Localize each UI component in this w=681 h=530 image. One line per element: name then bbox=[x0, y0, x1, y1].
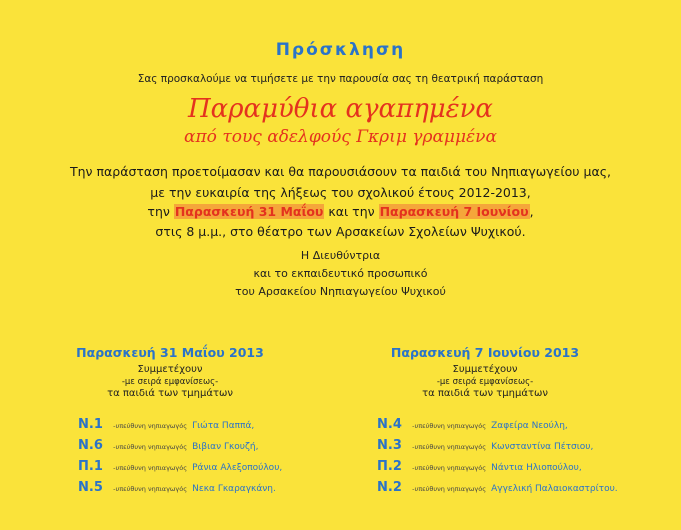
column-classes-label: τα παιδιά των τμημάτων bbox=[107, 388, 233, 399]
teacher-label: -υπεύθυνη νηπιαγωγός bbox=[113, 422, 188, 430]
highlight-date-1: Παρασκευή 31 Μαΐου bbox=[174, 204, 324, 219]
signature-line-3: του Αρσακείου Νηπιαγωγείου Ψυχικού bbox=[235, 285, 446, 298]
teacher-name: Ζαφείρα Νεούλη, bbox=[491, 421, 568, 431]
schedule-column-2 bbox=[365, 345, 618, 496]
highlight-date-2: Παρασκευή 7 Ιουνίου bbox=[379, 204, 529, 219]
teacher-label: -υπεύθυνη νηπιαγωγός bbox=[412, 422, 487, 430]
body-line-3 bbox=[0, 204, 681, 219]
body-line-1: Την παράσταση προετοίμασαν και θα παρουσιάσουν τα παιδιά του Νηπιαγωγείου μας, bbox=[69, 164, 611, 179]
teacher-name: Βιβιαν Γκουζή, bbox=[192, 442, 259, 452]
class-code: Ν.5 bbox=[78, 480, 103, 495]
class-code: Ν.2 bbox=[377, 480, 402, 495]
teacher-name: Γιώτα Παππά, bbox=[192, 421, 255, 431]
teacher-label: -υπεύθυνη νηπιαγωγός bbox=[113, 464, 188, 472]
teacher-label: -υπεύθυνη νηπιαγωγός bbox=[113, 485, 188, 493]
column-participate: Συμμετέχουν bbox=[452, 364, 518, 375]
column-order-note: -με σειρά εμφανίσεως- bbox=[121, 377, 219, 387]
body-line-4: στις 8 μ.μ., στο θέατρο των Αρσακείων Σχολείων Ψυχικού. bbox=[155, 224, 526, 239]
signature-line-2: και το εκπαιδευτικό προσωπικό bbox=[253, 267, 428, 280]
teacher-label: -υπεύθυνη νηπιαγωγός bbox=[412, 464, 487, 472]
column-order-note: -με σειρά εμφανίσεως- bbox=[436, 377, 534, 387]
column-classes-label: τα παιδιά των τμημάτων bbox=[422, 388, 548, 399]
teacher-name: Αγγελική Παλαιοκαστρίτου. bbox=[491, 484, 618, 494]
class-entry bbox=[78, 433, 290, 454]
intro-text: Σας προσκαλούμε να τιμήσετε με την παρουσία σας τη θεατρική παράσταση bbox=[137, 73, 544, 85]
teacher-name: Νάντια Ηλιοπούλου, bbox=[491, 463, 582, 473]
class-entry bbox=[78, 454, 290, 475]
body-line-3-pre: την bbox=[147, 204, 170, 219]
teacher-label: -υπεύθυνη νηπιαγωγός bbox=[412, 443, 487, 451]
column-participate: Συμμετέχουν bbox=[137, 364, 203, 375]
class-code: Π.1 bbox=[78, 459, 103, 474]
signature-line-1: Η Διευθύντρια bbox=[300, 249, 381, 262]
body-line-2: με την ευκαιρία της λήξεως του σχολικού έτους 2012-2013, bbox=[150, 185, 531, 200]
schedule-column-1 bbox=[50, 345, 290, 496]
class-entry bbox=[377, 454, 605, 475]
class-entry bbox=[78, 475, 290, 496]
class-code: Ν.6 bbox=[78, 438, 103, 453]
invitation-title: Πρόσκληση bbox=[275, 40, 406, 60]
teacher-name: Νεκα Γκαραγκάνη. bbox=[192, 484, 276, 494]
class-entry bbox=[377, 475, 618, 496]
play-subtitle: από τους αδελφούς Γκριμ γραμμένα bbox=[184, 127, 497, 147]
class-entry bbox=[78, 412, 290, 433]
class-entry bbox=[377, 433, 605, 454]
class-code: Ν.4 bbox=[377, 417, 402, 432]
body-line-3-post: , bbox=[529, 204, 534, 219]
class-entry bbox=[377, 412, 605, 433]
class-code: Π.2 bbox=[377, 459, 402, 474]
body-line-3-mid: και την bbox=[328, 204, 375, 219]
teacher-name: Κωνσταντίνα Πέτσιου, bbox=[491, 442, 594, 452]
teacher-label: -υπεύθυνη νηπιαγωγός bbox=[412, 485, 487, 493]
teacher-label: -υπεύθυνη νηπιαγωγός bbox=[113, 443, 188, 451]
class-code: Ν.1 bbox=[78, 417, 103, 432]
play-title: Παραμύθια αγαπημένα bbox=[188, 94, 493, 124]
teacher-name: Ράνια Αλεξοπούλου, bbox=[192, 463, 283, 473]
class-code: Ν.3 bbox=[377, 438, 402, 453]
column-date: Παρασκευή 7 Ιουνίου 2013 bbox=[390, 345, 580, 360]
column-date: Παρασκευή 31 Μαΐου 2013 bbox=[76, 345, 264, 360]
